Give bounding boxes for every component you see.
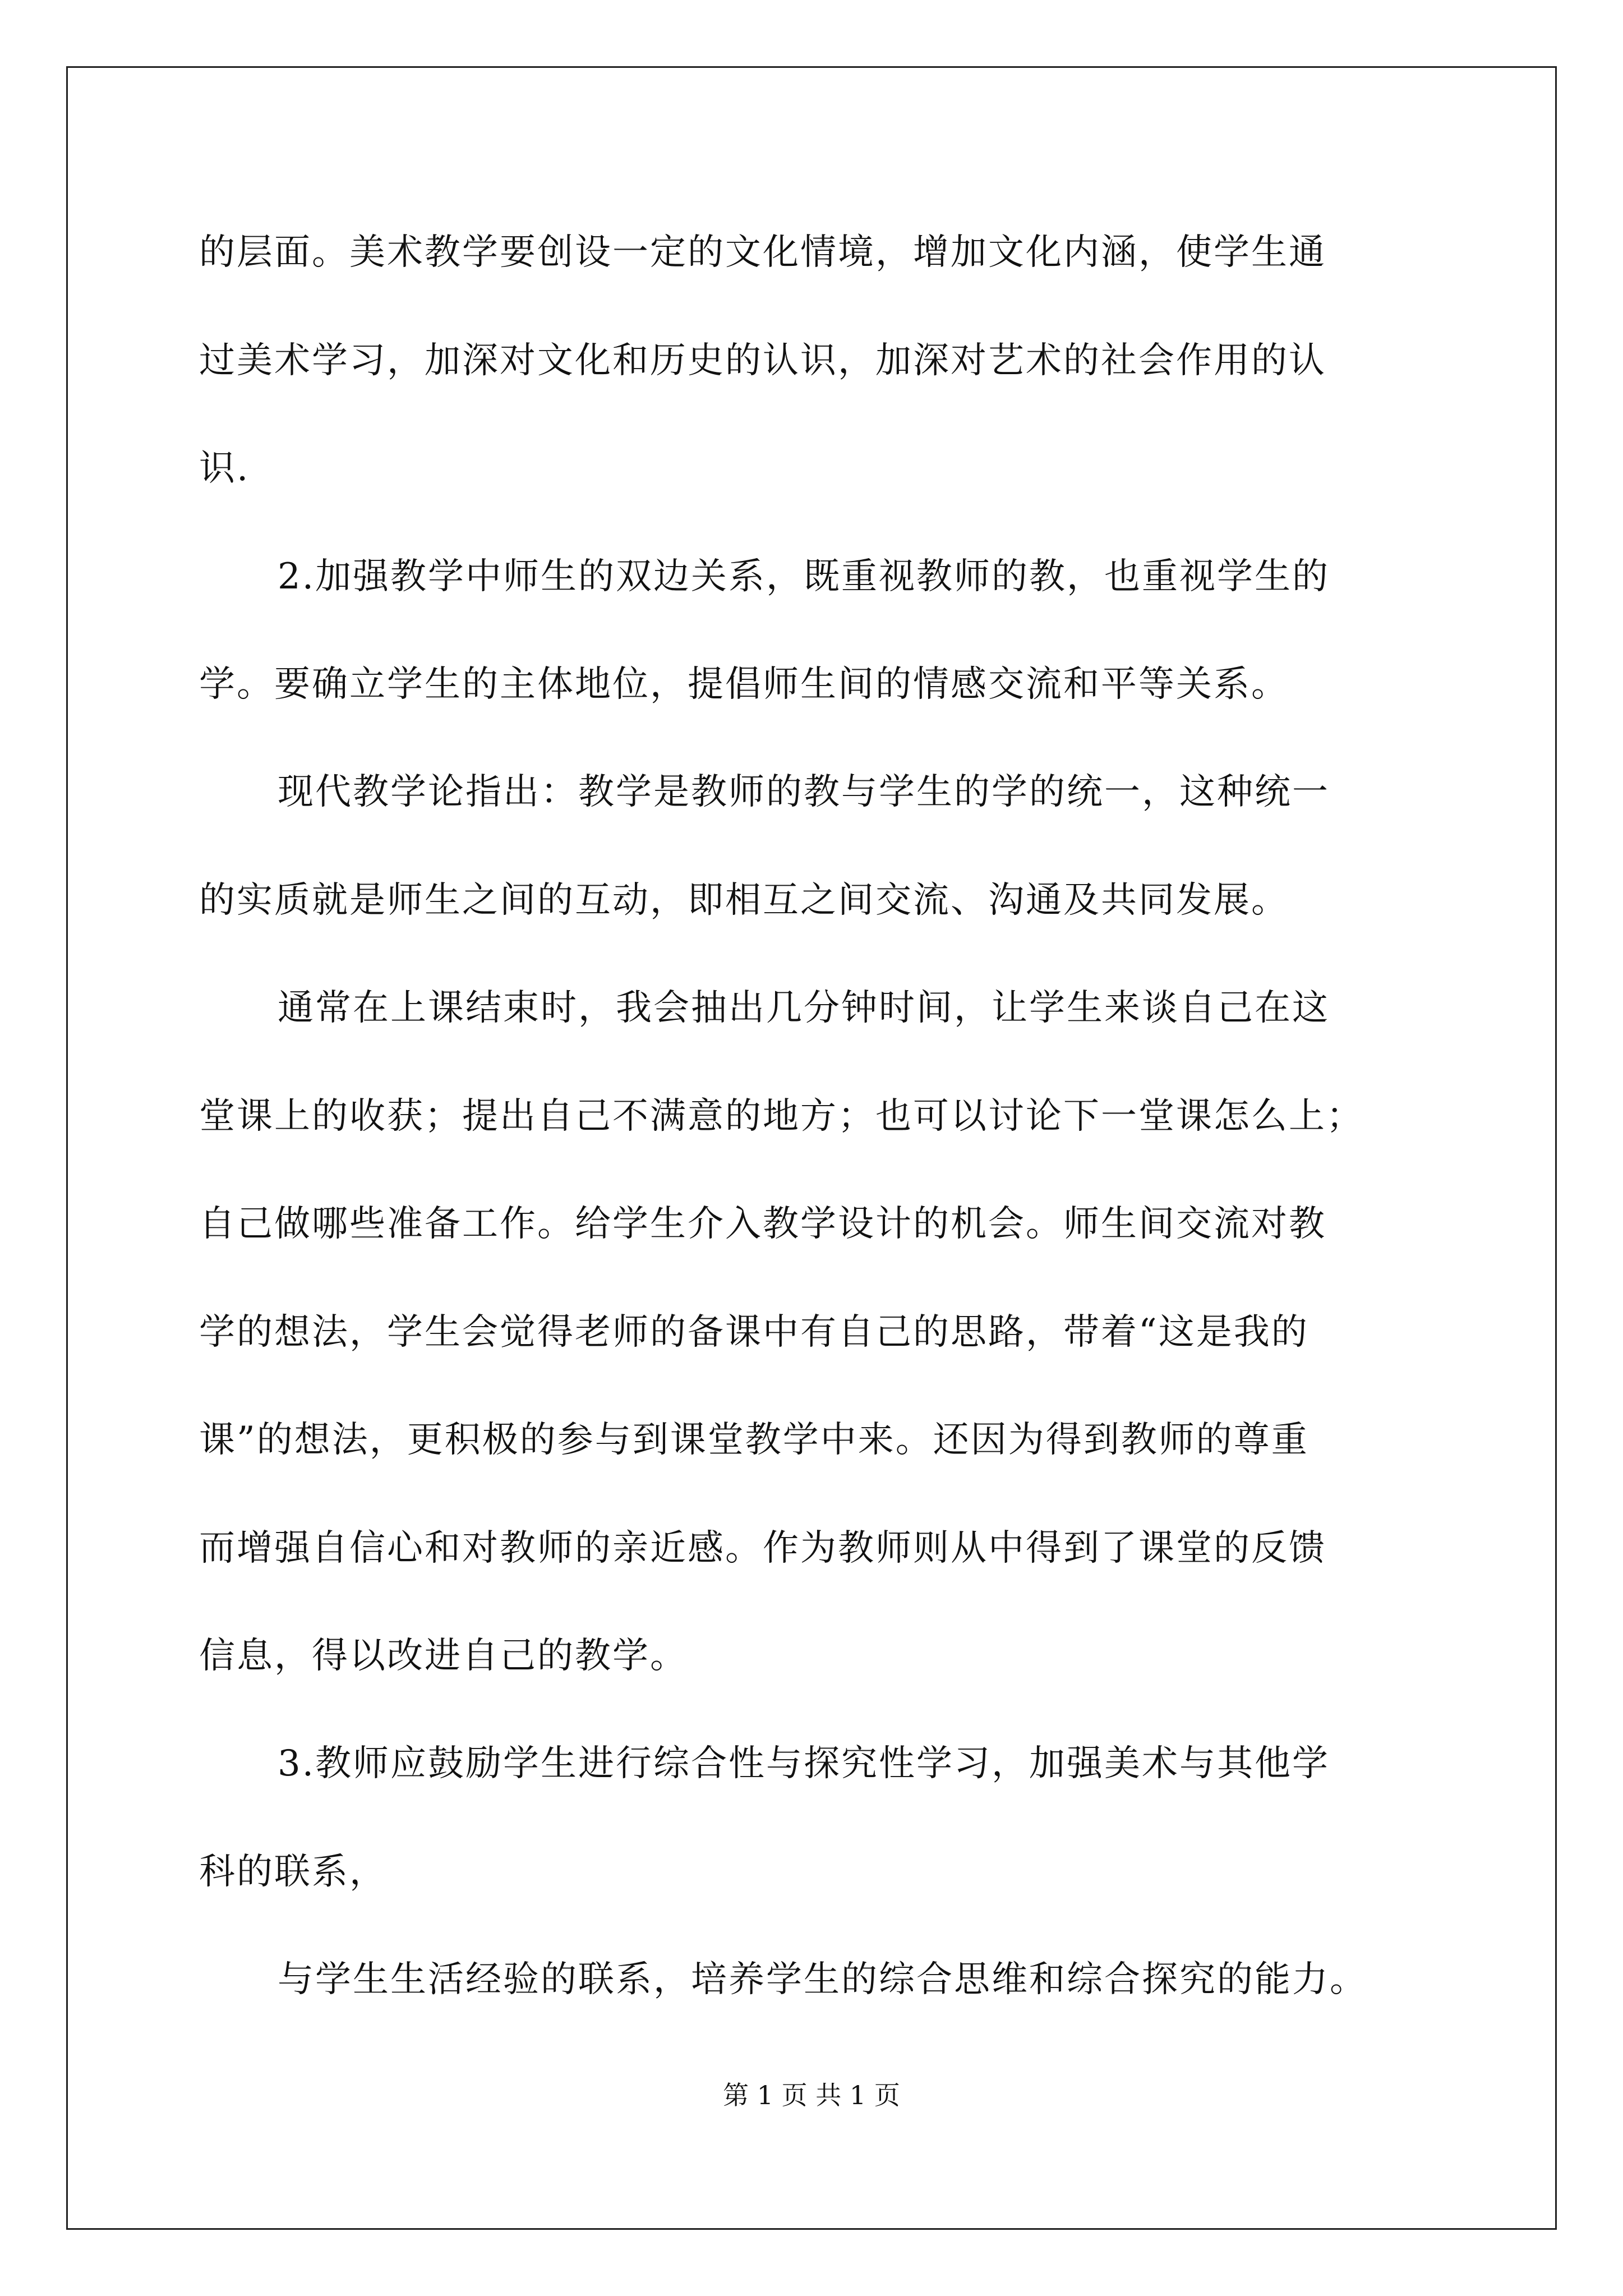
text-line: 堂课上的收获；提出自己不满意的地方；也可以讨论下一堂课怎么上； bbox=[199, 1096, 1364, 1137]
text-line: 科的联系， bbox=[199, 1851, 387, 1893]
paragraph-first-line: 与学生生活经验的联系，培养学生的综合思维和综合探究的能力。 bbox=[278, 1959, 1367, 2000]
paragraph-first-line: 2.加强教学中师生的双边关系，既重视教师的教，也重视学生的 bbox=[278, 556, 1330, 597]
paragraph-first-line: 现代教学论指出：教学是教师的教与学生的学的统一，这种统一 bbox=[278, 771, 1330, 813]
paragraph-first-line: 3.教师应鼓励学生进行综合性与探究性学习，加强美术与其他学 bbox=[278, 1743, 1330, 1784]
text-line: 的层面。美术教学要创设一定的文化情境，增加文化内涵，使学生通 bbox=[199, 232, 1326, 273]
text-line: 识. bbox=[199, 448, 250, 489]
text-line: 信息，得以改进自己的教学。 bbox=[199, 1635, 688, 1677]
text-line: 课”的想法，更积极的参与到课堂教学中来。还因为得到教师的尊重 bbox=[199, 1419, 1309, 1461]
text-line: 自己做哪些准备工作。给学生介入教学设计的机会。师生间交流对教 bbox=[199, 1203, 1326, 1245]
paragraph-first-line: 通常在上课结束时，我会抽出几分钟时间，让学生来谈自己在这 bbox=[278, 987, 1330, 1029]
text-line: 学的想法，学生会觉得老师的备课中有自己的思路，带着“这是我的 bbox=[199, 1312, 1309, 1353]
text-line: 学。要确立学生的主体地位，提倡师生间的情感交流和平等关系。 bbox=[199, 664, 1289, 705]
text-line: 而增强自信心和对教师的亲近感。作为教师则从中得到了课堂的反馈 bbox=[199, 1527, 1326, 1569]
text-line: 过美术学习，加深对文化和历史的认识，加深对艺术的社会作用的认 bbox=[199, 340, 1326, 381]
page-number-footer: 第 1 页 共 1 页 bbox=[723, 2080, 900, 2110]
text-line: 的实质就是师生之间的互动，即相互之间交流、沟通及共同发展。 bbox=[199, 880, 1289, 921]
